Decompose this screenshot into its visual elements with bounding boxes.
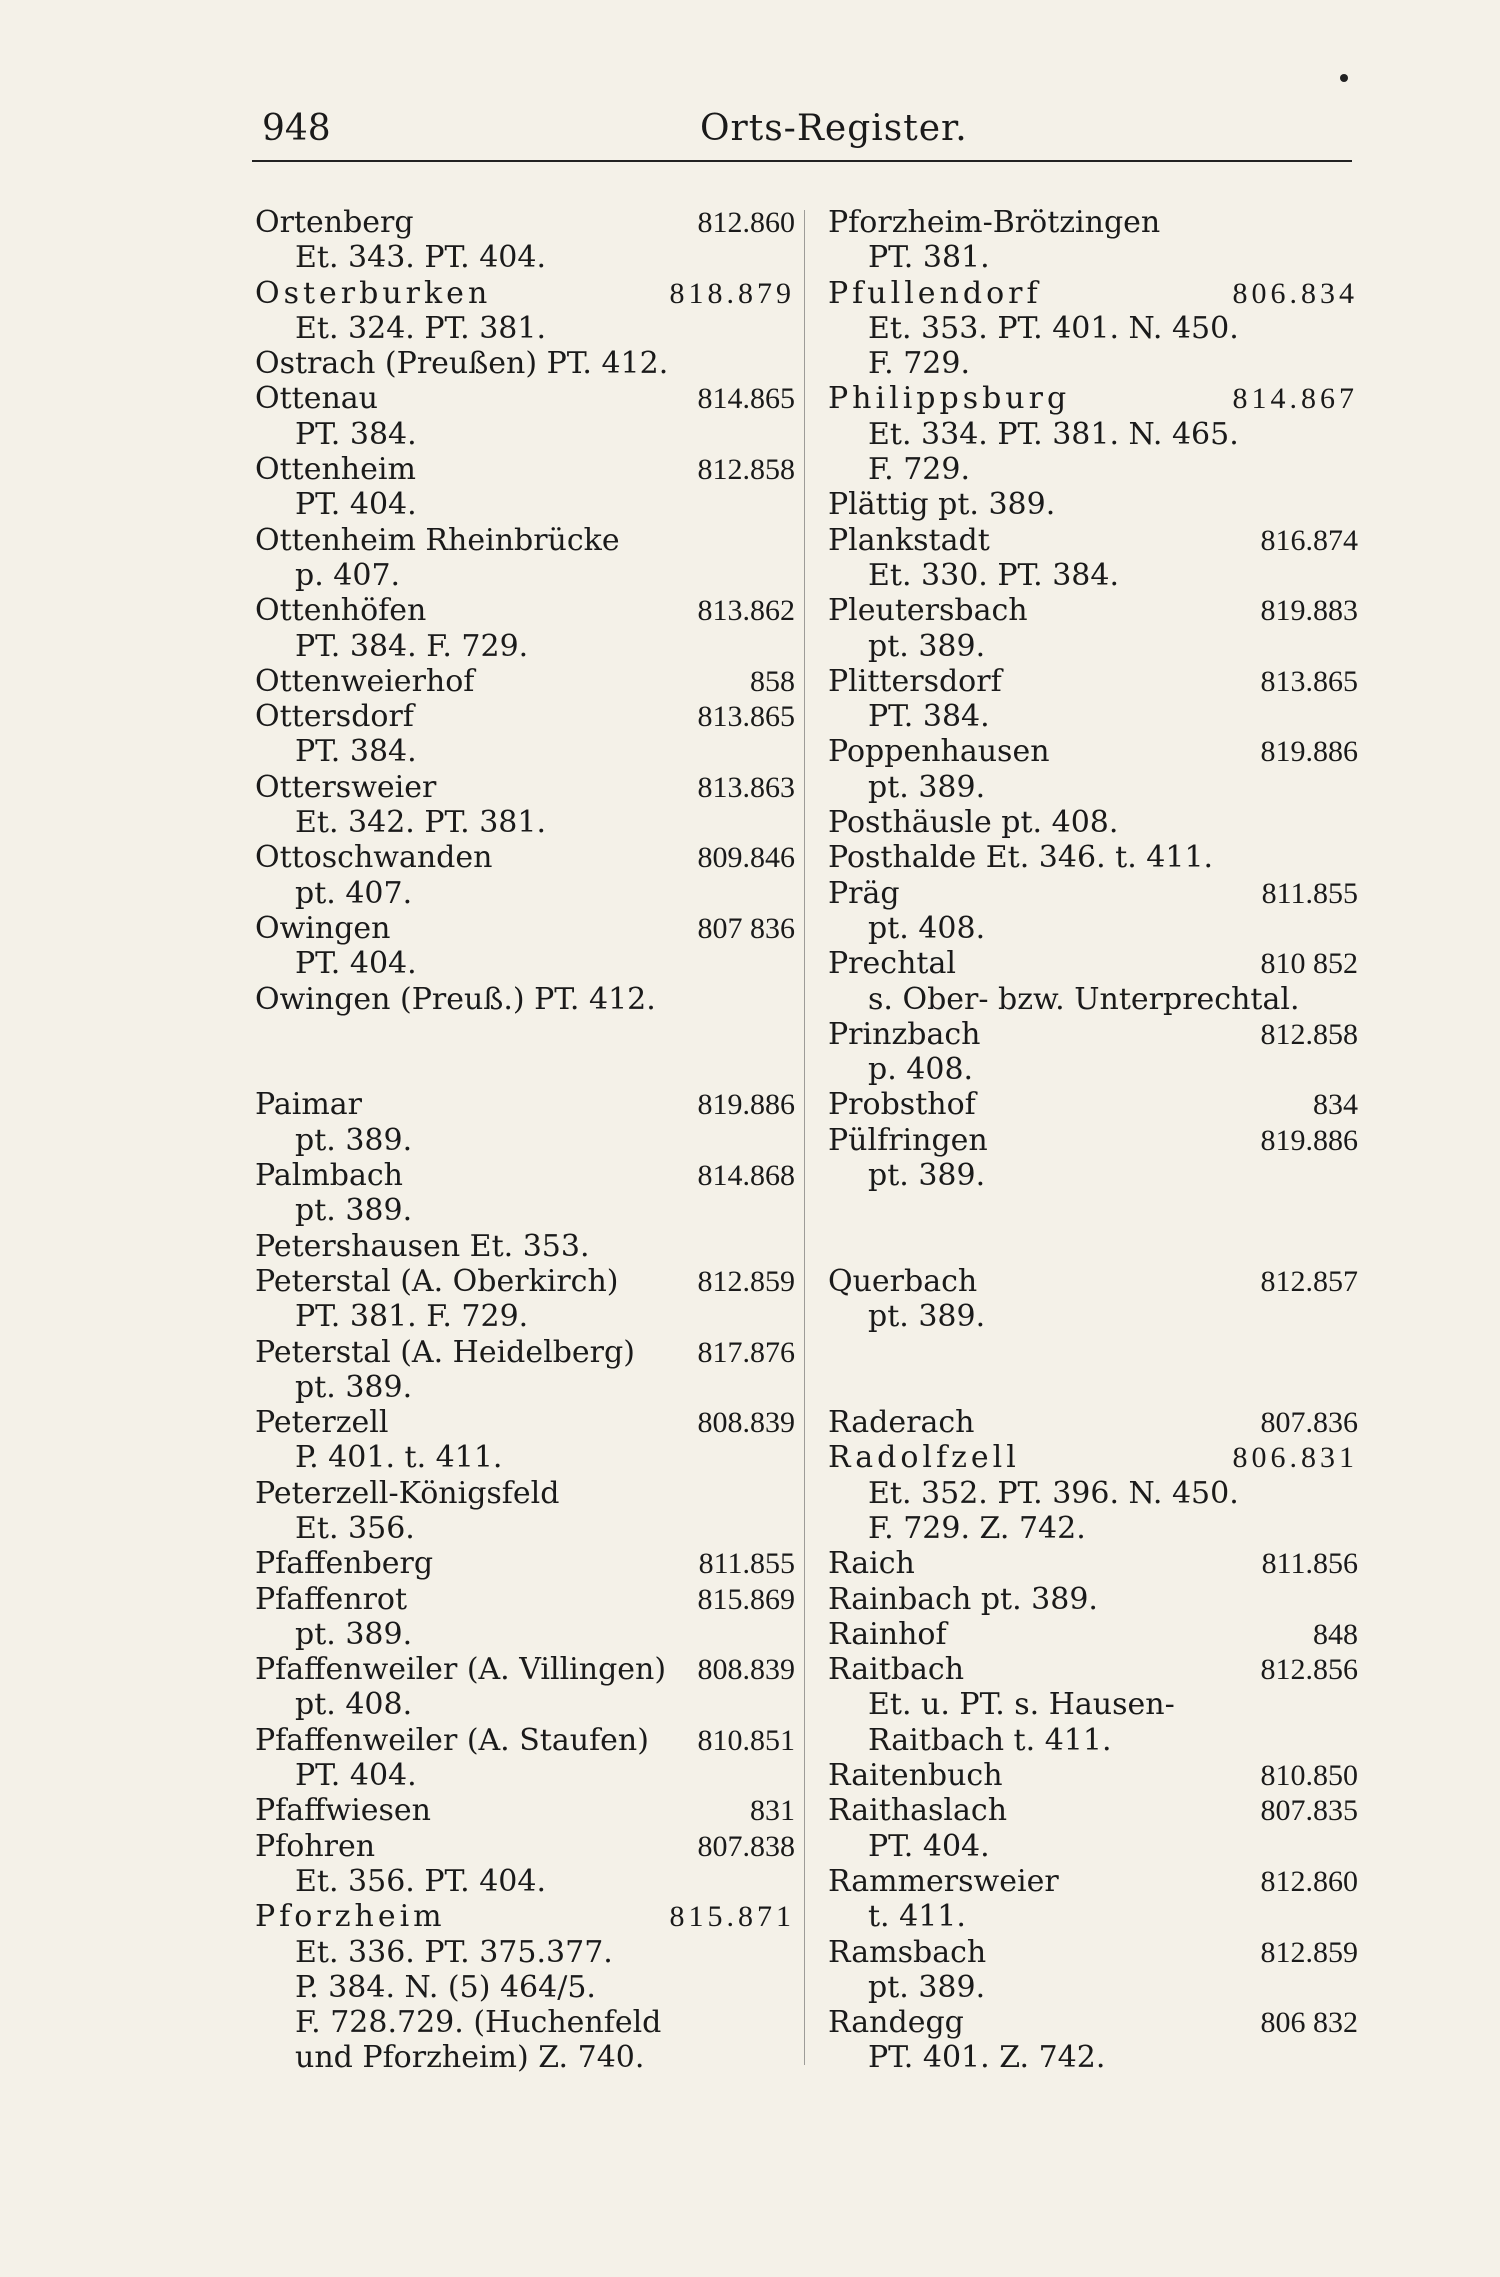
- entry: [255, 276, 795, 311]
- entry-detail: [255, 311, 795, 346]
- entry-name: Philippsburg: [828, 381, 1071, 417]
- entry-detail: [828, 699, 1358, 734]
- entry-detail: [255, 1970, 795, 2005]
- entry-ref: 813.863: [697, 770, 795, 804]
- entry: [255, 1829, 795, 1864]
- entry-detail-text: F. 729.: [868, 346, 971, 382]
- entry-detail: [255, 1864, 795, 1899]
- entry-detail: [255, 2005, 795, 2040]
- left-column: [255, 205, 795, 2076]
- entry-ref: 812.859: [697, 1264, 795, 1298]
- entry-detail: [255, 1617, 795, 1652]
- entry: [828, 1017, 1358, 1052]
- entry-ref: 812.856: [1260, 1653, 1358, 1687]
- entry-detail: [828, 982, 1358, 1017]
- entry-ref: 812.860: [1260, 1864, 1358, 1898]
- entry-detail-text: pt. 408.: [868, 910, 986, 946]
- entry-name: Pfaffenweiler (A. Staufen): [255, 1722, 649, 1758]
- entry-name: Palmbach: [255, 1158, 403, 1194]
- entry-name: Pfaffenweiler (A. Villingen): [255, 1652, 667, 1688]
- entry: [828, 487, 1358, 522]
- entry-ref: 808.839: [697, 1653, 795, 1687]
- entry-detail-text: t. 411.: [868, 1899, 966, 1935]
- entry: [255, 205, 795, 240]
- entry: [255, 1405, 795, 1440]
- entry: [255, 1793, 795, 1828]
- entry: [828, 2005, 1358, 2040]
- entry-detail-text: PT. 384. F. 729.: [295, 628, 529, 664]
- entry-ref: 810.851: [697, 1723, 795, 1757]
- entry-name: Ottersweier: [255, 769, 437, 805]
- entry-detail: [255, 417, 795, 452]
- entry: [828, 1758, 1358, 1793]
- entry-ref: 811.855: [1261, 876, 1358, 910]
- entry-name: Owingen (Preuß.) PT. 412.: [255, 981, 656, 1017]
- entry-name: Plankstadt: [828, 522, 990, 558]
- section-gap: [255, 1017, 795, 1088]
- entry-detail-text: PT. 381.: [868, 240, 990, 276]
- entry-ref: 818.879: [669, 276, 795, 310]
- entry-detail: [828, 346, 1358, 381]
- entry-detail: [255, 1370, 795, 1405]
- entry: [255, 982, 795, 1017]
- entry-ref: 813.865: [697, 700, 795, 734]
- entry: [255, 1335, 795, 1370]
- entry: [828, 593, 1358, 628]
- entry: [255, 770, 795, 805]
- entry-detail-text: pt. 408.: [295, 1687, 413, 1723]
- entry: [828, 1935, 1358, 1970]
- entry-name: Prechtal: [828, 946, 956, 982]
- entry-name: Prinzbach: [828, 1016, 981, 1052]
- entry-detail: [828, 770, 1358, 805]
- entry-name: Poppenhausen: [828, 734, 1050, 770]
- entry: [255, 1899, 795, 1934]
- entry-name: Raich: [828, 1546, 915, 1582]
- entry: [255, 1582, 795, 1617]
- entry: [828, 1864, 1358, 1899]
- entry-name: Peterzell: [255, 1405, 389, 1441]
- entry-detail-text: Et. 343. PT. 404.: [295, 240, 547, 276]
- entry: [828, 205, 1358, 240]
- entry-name: Peterzell-Königsfeld: [255, 1475, 560, 1511]
- entry-ref: 819.886: [697, 1088, 795, 1122]
- entry-name: Ostrach (Preußen) PT. 412.: [255, 346, 669, 382]
- entry: [828, 876, 1358, 911]
- entry-detail: [255, 1440, 795, 1475]
- entry-ref: 808.839: [697, 1406, 795, 1440]
- entry-ref: 810.850: [1260, 1759, 1358, 1793]
- entry-name: Querbach: [828, 1263, 978, 1299]
- entry-name: Posthäusle pt. 408.: [828, 805, 1119, 841]
- entry-detail: [255, 734, 795, 769]
- entry: [255, 593, 795, 628]
- entry-detail: [828, 452, 1358, 487]
- entry-detail: [255, 1193, 795, 1228]
- entry-detail: [255, 1935, 795, 1970]
- entry-detail-text: PT. 384.: [868, 699, 990, 735]
- entry-detail: [828, 1476, 1358, 1511]
- entry-ref: 814.867: [1232, 382, 1358, 416]
- entry-ref: 811.855: [698, 1547, 795, 1581]
- entry: [828, 734, 1358, 769]
- entry: [255, 664, 795, 699]
- entry-detail: [828, 558, 1358, 593]
- entry-detail: [255, 946, 795, 981]
- entry-detail: [828, 1970, 1358, 2005]
- entry-ref: 813.865: [1260, 664, 1358, 698]
- entry-ref: 848: [1313, 1617, 1358, 1651]
- entry-detail: [828, 240, 1358, 275]
- entry-detail-text: P. 401. t. 411.: [295, 1440, 503, 1476]
- entry-ref: 834: [1313, 1088, 1358, 1122]
- entry-detail: [828, 911, 1358, 946]
- entry: [828, 1793, 1358, 1828]
- entry: [828, 1123, 1358, 1158]
- entry-detail: [255, 558, 795, 593]
- entry-section-initial: [828, 1264, 1358, 1299]
- entry: [828, 1652, 1358, 1687]
- entry-detail: [828, 1052, 1358, 1087]
- entry-ref: 815.869: [697, 1582, 795, 1616]
- entry: [255, 699, 795, 734]
- entry-detail-text: Et. 336. PT. 375.377.: [295, 1934, 613, 1970]
- entry-detail: [828, 1158, 1358, 1193]
- entry-detail-text: Et. 342. PT. 381.: [295, 805, 547, 841]
- entry-name: Pfaffenrot: [255, 1581, 408, 1617]
- entry-detail-text: pt. 389.: [868, 769, 986, 805]
- entry-section-initial: [255, 1087, 795, 1122]
- entry-detail: [828, 417, 1358, 452]
- entry-ref: 814.868: [697, 1159, 795, 1193]
- entry-detail-text: Et. u. PT. s. Hausen-: [868, 1687, 1175, 1723]
- entry-ref: 807.836: [1260, 1406, 1358, 1440]
- entry-detail: [255, 805, 795, 840]
- entry-detail-text: pt. 389.: [868, 1158, 986, 1194]
- column-divider: [804, 210, 805, 2065]
- entry-name: Peterstal (A. Heidelberg): [255, 1334, 635, 1370]
- entry-ref: 812.857: [1260, 1264, 1358, 1298]
- entry: [828, 946, 1358, 981]
- entry-detail-text: Et. 330. PT. 384.: [868, 557, 1120, 593]
- entry: [828, 523, 1358, 558]
- entry-ref: 858: [750, 664, 795, 698]
- entry-name: Pfullendorf: [828, 275, 1042, 311]
- page-number: 948: [262, 108, 331, 149]
- entry-name: Rammersweier: [828, 1863, 1059, 1899]
- entry-name: Ottenweierhof: [255, 663, 475, 699]
- entry-detail: [828, 1899, 1358, 1934]
- section-gap: [828, 1335, 1358, 1406]
- entry-detail-text: pt. 389.: [295, 1369, 413, 1405]
- entry-name: Raitbach: [828, 1652, 965, 1688]
- entry-ref: 806 832: [1260, 2006, 1358, 2040]
- entry-detail-text: pt. 389.: [868, 1299, 986, 1335]
- entry: [255, 1476, 795, 1511]
- entry-detail: [828, 2040, 1358, 2075]
- entry: [255, 911, 795, 946]
- entry-detail: [828, 1723, 1358, 1758]
- entry-detail: [828, 1299, 1358, 1334]
- entry-ref: 807 836: [697, 911, 795, 945]
- entry-name: Pfaffenberg: [255, 1546, 434, 1582]
- entry: [828, 840, 1358, 875]
- entry-ref: 807.835: [1260, 1794, 1358, 1828]
- entry-detail-text: Et. 324. PT. 381.: [295, 310, 547, 346]
- entry-ref: 813.862: [697, 594, 795, 628]
- entry-ref: 810 852: [1260, 947, 1358, 981]
- entry: [828, 1087, 1358, 1122]
- entry-ref: 811.856: [1261, 1547, 1358, 1581]
- entry-name: Plättig pt. 389.: [828, 487, 1056, 523]
- entry-name: Posthalde Et. 346. t. 411.: [828, 840, 1214, 876]
- entry-ref: 807.838: [697, 1829, 795, 1863]
- entry-detail-text: pt. 389.: [868, 1969, 986, 2005]
- entry-name: Ottenheim Rheinbrücke: [255, 522, 620, 558]
- entry-name: Ottenau: [255, 381, 378, 417]
- running-title: Orts-Register.: [700, 108, 968, 149]
- entry-ref: 819.883: [1260, 594, 1358, 628]
- header-rule: [252, 160, 1352, 162]
- entry-name: Osterburken: [255, 275, 492, 311]
- entry-ref: 812.860: [697, 206, 795, 239]
- entry-detail-text: pt. 389.: [295, 1616, 413, 1652]
- entry-detail-text: F. 729. Z. 742.: [868, 1510, 1086, 1546]
- entry-name: Rainbach pt. 389.: [828, 1581, 1098, 1617]
- entry: [255, 346, 795, 381]
- entry-name: Pforzheim: [255, 1899, 446, 1935]
- entry-detail: [255, 629, 795, 664]
- entry-section-initial: [828, 1405, 1358, 1440]
- entry-ref: 815.871: [669, 1900, 795, 1934]
- entry-detail-text: pt. 389.: [868, 628, 986, 664]
- entry-detail: [828, 1687, 1358, 1722]
- entry-detail-text: p. 408.: [868, 1052, 974, 1088]
- entry-name: Pfohren: [255, 1828, 376, 1864]
- entry-detail: [828, 1829, 1358, 1864]
- entry: [828, 664, 1358, 699]
- entry: [255, 1652, 795, 1687]
- entry-detail-text: PT. 404.: [295, 1758, 417, 1794]
- entry-name: Rainhof: [828, 1616, 947, 1652]
- entry-name: Ottenhöfen: [255, 593, 427, 629]
- entry-detail-text: Raitbach t. 411.: [868, 1722, 1112, 1758]
- entry-name: Raderach: [828, 1405, 975, 1441]
- entry-detail-text: Et. 352. PT. 396. N. 450.: [868, 1475, 1239, 1511]
- entry-ref: 809.846: [697, 841, 795, 875]
- entry-detail-text: pt. 389.: [295, 1193, 413, 1229]
- entry-ref: 812.858: [697, 453, 795, 487]
- entry-name: Peterstal (A. Oberkirch): [255, 1263, 619, 1299]
- entry-detail: [255, 1687, 795, 1722]
- entry: [828, 1617, 1358, 1652]
- entry-name: Raitenbuch: [828, 1758, 1003, 1794]
- entry-detail-text: Et. 356.: [295, 1510, 415, 1546]
- entry-detail: [255, 1511, 795, 1546]
- entry-ref: 814.865: [697, 382, 795, 416]
- entry-name: Pleutersbach: [828, 593, 1028, 629]
- entry-name: Ortenberg: [255, 205, 414, 240]
- entry-detail-text: PT. 404.: [868, 1828, 990, 1864]
- entry-name: Randegg: [828, 2005, 964, 2041]
- section-gap: [828, 1193, 1358, 1264]
- entry: [828, 805, 1358, 840]
- entry-detail: [255, 1123, 795, 1158]
- entry-name: Pforzheim-Brötzingen: [828, 205, 1161, 240]
- entry-detail: [255, 487, 795, 522]
- entry: [255, 381, 795, 416]
- entry-detail-text: P. 384. N. (5) 464/5.: [295, 1969, 596, 2005]
- entry-detail: [828, 1511, 1358, 1546]
- entry-name: Ottoschwanden: [255, 840, 493, 876]
- entry-ref: 806.831: [1232, 1441, 1358, 1475]
- entry-detail-text: Et. 334. PT. 381. N. 465.: [868, 416, 1239, 452]
- entry-detail: [828, 311, 1358, 346]
- entry-name: Plittersdorf: [828, 663, 1002, 699]
- entry-ref: 817.876: [697, 1335, 795, 1369]
- entry-name: Raithaslach: [828, 1793, 1008, 1829]
- entry: [828, 276, 1358, 311]
- entry-ref: 819.886: [1260, 735, 1358, 769]
- entry-name: Radolfzell: [828, 1440, 1020, 1476]
- entry: [255, 523, 795, 558]
- entry-detail: [255, 2040, 795, 2075]
- entry-detail: [255, 1299, 795, 1334]
- entry: [255, 1723, 795, 1758]
- entry-name: Pülfringen: [828, 1122, 988, 1158]
- entry-detail-text: PT. 384.: [295, 416, 417, 452]
- entry-detail-text: und Pforzheim) Z. 740.: [295, 2040, 645, 2076]
- entry-name: Ottersdorf: [255, 699, 414, 735]
- entry-detail-text: Et. 353. PT. 401. N. 450.: [868, 310, 1239, 346]
- entry-detail-text: PT. 384.: [295, 734, 417, 770]
- entry: [828, 1546, 1358, 1581]
- entry-ref: 806.834: [1232, 276, 1358, 310]
- entry-detail-text: PT. 401. Z. 742.: [868, 2040, 1106, 2076]
- entry-detail: [255, 876, 795, 911]
- entry-detail-text: PT. 404.: [295, 487, 417, 523]
- entry-detail-text: PT. 404.: [295, 946, 417, 982]
- entry-detail: [828, 629, 1358, 664]
- entry: [255, 452, 795, 487]
- entry-ref: 812.858: [1260, 1017, 1358, 1051]
- entry-name: Ramsbach: [828, 1934, 987, 1970]
- entry-name: Pfaffwiesen: [255, 1793, 431, 1829]
- entry-ref: 816.874: [1260, 523, 1358, 557]
- entry-detail-text: pt. 389.: [295, 1122, 413, 1158]
- entry-name: Petershausen Et. 353.: [255, 1228, 590, 1264]
- ink-speck: [1340, 74, 1348, 82]
- entry-detail-text: s. Ober- bzw. Unterprechtal.: [868, 981, 1300, 1017]
- entry-name: Präg: [828, 875, 900, 911]
- entry-detail-text: F. 729.: [868, 452, 971, 488]
- entry-detail: [255, 240, 795, 275]
- entry: [255, 1229, 795, 1264]
- entry: [255, 1158, 795, 1193]
- right-column: [828, 205, 1358, 2076]
- entry: [828, 381, 1358, 416]
- entry-ref: 819.886: [1260, 1123, 1358, 1157]
- entry-name: Ottenheim: [255, 452, 416, 488]
- entry: [255, 840, 795, 875]
- entry-detail-text: F. 728.729. (Huchenfeld: [295, 2005, 662, 2041]
- entry-detail: [255, 1758, 795, 1793]
- entry-detail-text: PT. 381. F. 729.: [295, 1299, 529, 1335]
- entry-ref: 831: [750, 1794, 795, 1828]
- entry: [828, 1440, 1358, 1475]
- entry-detail-text: p. 407.: [295, 557, 401, 593]
- entry-name: Probsthof: [828, 1087, 976, 1123]
- entry: [828, 1582, 1358, 1617]
- entry-detail-text: Et. 356. PT. 404.: [295, 1863, 547, 1899]
- entry: [255, 1264, 795, 1299]
- entry-name: Owingen: [255, 910, 391, 946]
- entry-ref: 812.859: [1260, 1935, 1358, 1969]
- entry-detail-text: pt. 407.: [295, 875, 413, 911]
- entry: [255, 1546, 795, 1581]
- entry-name: Paimar: [255, 1087, 362, 1123]
